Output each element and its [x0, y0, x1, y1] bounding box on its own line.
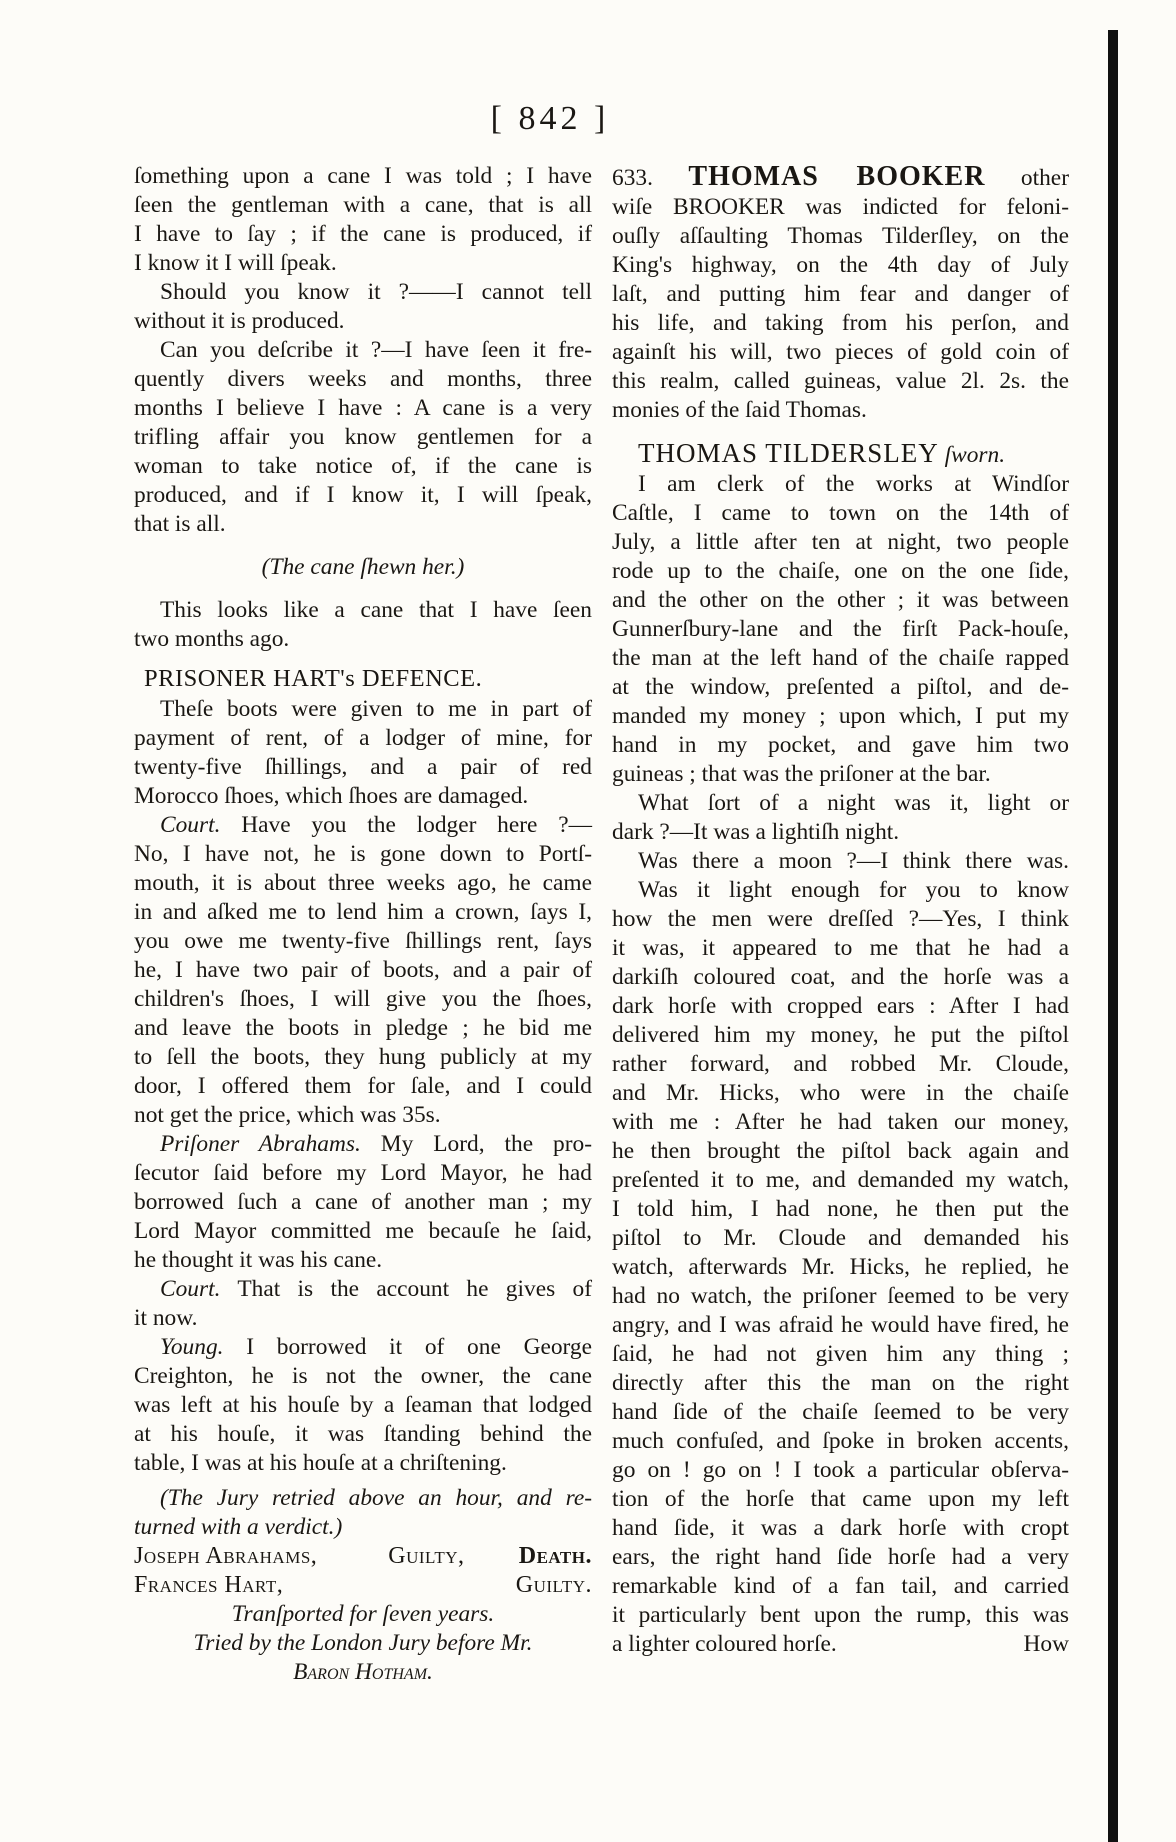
text-line: and the other on the other ; it was between — [612, 587, 1069, 613]
text-line: at the window, preſented a piſtol, and de- — [612, 674, 1069, 700]
sentence-note: Tranſported for ſeven years. — [231, 1601, 495, 1627]
text-line: tion of the horſe that came upon my left — [612, 1486, 1069, 1512]
text-line — [134, 1333, 592, 1362]
text-line: Was there a moon ?—I think there was. — [638, 848, 1069, 874]
text-line: Theſe boots were given to me in part of — [160, 696, 592, 722]
text-line: it particularly bent upon the rump, this was — [612, 1602, 1069, 1628]
text-line: in and aſked me to lend him a crown, ſays I, — [134, 899, 592, 925]
paragraph — [134, 1333, 592, 1478]
text-line: it was, it appeared to me that he had a — [612, 935, 1069, 961]
paragraph — [612, 470, 1069, 789]
text-line: I am clerk of the works at Windſor — [638, 471, 1069, 497]
text-line: Lord Mayor committed me becauſe he ſaid, — [134, 1218, 592, 1244]
text-line: at his houſe, it was ſtanding behind the — [134, 1421, 592, 1447]
text-line: monies of the ſaid Thomas. — [612, 397, 867, 423]
verdict: Guilty, — [388, 1543, 465, 1569]
text-line: two months ago. — [134, 626, 290, 652]
text-line: produced, and if I know it, I will ſpeak, — [134, 482, 592, 508]
text-line: I told him, I had none, he then put the — [612, 1196, 1069, 1222]
text-line: turned with a verdict.) — [134, 1514, 343, 1540]
paragraph — [612, 876, 1069, 1659]
paragraph — [612, 789, 1069, 847]
text-line: with me : After he had taken our money, — [612, 1109, 1069, 1135]
paragraph — [134, 596, 592, 654]
sentence: Death. — [518, 1543, 592, 1569]
text-line: quently divers weeks and months, three — [134, 366, 592, 392]
text-line: and leave the boots in pledge ; he bid me — [134, 1015, 592, 1041]
judge-name: Baron Hotham. — [293, 1659, 433, 1685]
right-column — [612, 162, 1069, 1659]
text-line: and Mr. Hicks, who were in the chaiſe — [612, 1080, 1069, 1106]
witness-heading — [612, 439, 1069, 470]
text-line: darkiſh coloured coat, and the horſe was a — [612, 964, 1069, 990]
text-line: it now. — [134, 1305, 198, 1331]
text-line: ſeen the gentleman with a cane, that is all — [134, 192, 592, 218]
text-line: rode up to the chaiſe, one on the one ſide, — [612, 558, 1069, 584]
paragraph — [134, 811, 592, 1130]
speaker-label: Court. — [160, 812, 221, 838]
text-line: was left at his houſe by a ſeaman that lodged — [134, 1392, 592, 1418]
case-indictment — [612, 162, 1069, 425]
text-line: July, a little after ten at night, two people — [612, 529, 1069, 555]
text-line: he thought it was his cane. — [134, 1247, 383, 1273]
text-line: againſt his will, two pieces of gold coin of — [612, 339, 1069, 365]
text-line: table, I was at his houſe at a chriſtening. — [134, 1450, 507, 1476]
paragraph — [134, 695, 592, 811]
catchword: How — [1023, 1631, 1069, 1657]
text-line: this realm, called guineas, value 2l. 2s. the — [612, 368, 1069, 394]
paragraph — [134, 336, 592, 539]
section-heading: PRISONER HART's DEFENCE. — [144, 665, 483, 692]
text-line: This looks like a cane that I have ſeen — [160, 597, 592, 623]
text-line: he, I have two pair of boots, and a pair of — [134, 957, 592, 983]
left-column — [134, 162, 592, 1687]
speech-text: My Lord, the pro- — [380, 1131, 592, 1157]
case-number: 633. — [612, 165, 653, 191]
verdict-row — [134, 1571, 592, 1600]
text-line: Gunnerſbury-lane and the firſt Pack-houſe, — [612, 616, 1069, 642]
text-line — [612, 1630, 1069, 1659]
tried-by-note: Tried by the London Jury before Mr. — [193, 1630, 533, 1656]
text-line: watch, afterwards Mr. Hicks, he replied, he — [612, 1254, 1069, 1280]
stage-direction: (The cane ſhewn her.) — [261, 554, 465, 580]
defendant-name: Joseph Abrahams, — [134, 1543, 318, 1569]
text-line: piſtol to Mr. Cloude and demanded his — [612, 1225, 1069, 1251]
text-line: hand ſide of the chaiſe ſeemed to be very — [612, 1399, 1069, 1425]
text-line: how the men were dreſſed ?—Yes, I think — [612, 906, 1069, 932]
speaker-label: Young. — [160, 1334, 224, 1360]
verdict-row — [134, 1542, 592, 1571]
text-line: had no watch, the priſoner ſeemed to be very — [612, 1283, 1069, 1309]
text-line: door, I offered them for ſale, and I could — [134, 1073, 592, 1099]
text-line: dark ?—It was a lightiſh night. — [612, 819, 900, 845]
stage-direction-jury — [134, 1484, 592, 1542]
text-line: rather forward, and robbed Mr. Cloude, — [612, 1051, 1069, 1077]
text-line: Was it light enough for you to know — [638, 877, 1069, 903]
text-line: to ſell the boots, they hung publicly at my — [134, 1044, 592, 1070]
text-line: without it is produced. — [134, 308, 345, 334]
text-line: you owe me twenty-five ſhillings rent, ſays — [134, 928, 592, 954]
text-line: hand in my pocket, and gave him two — [612, 732, 1069, 758]
text-line: I know it I will ſpeak. — [134, 250, 337, 276]
text-line: angry, and I was afraid he would have fired, he — [612, 1312, 1069, 1338]
paragraph — [134, 162, 592, 278]
paragraph — [612, 847, 1069, 876]
speech-text: Have you the lodger here ?— — [241, 812, 592, 838]
text-line: ears, the right hand ſide horſe had a very — [612, 1544, 1069, 1570]
text-line: Creighton, he is not the owner, the cane — [134, 1363, 592, 1389]
text-line: Should you know it ?——I cannot tell — [160, 279, 592, 305]
text-line: delivered him my money, he put the piſtol — [612, 1022, 1069, 1048]
text-line: Morocco ſhoes, which ſhoes are damaged. — [134, 783, 529, 809]
text-line: children's ſhoes, I will give you the ſhoes, — [134, 986, 592, 1012]
text-line: not get the price, which was 35s. — [134, 1102, 441, 1128]
text-line: I have to ſay ; if the cane is produced, if — [134, 221, 592, 247]
speaker-label: Priſoner Abrahams. — [160, 1131, 361, 1157]
text-line: dark horſe with cropped ears : After I had — [612, 993, 1069, 1019]
text-line: go on ! go on ! I took a particular obſerva- — [612, 1457, 1069, 1483]
text-line: ouſly aſſaulting Thomas Tilderſley, on the — [612, 223, 1069, 249]
text-line: hand ſide, it was a dark horſe with cropt — [612, 1515, 1069, 1541]
text-line: (The Jury retried above an hour, and re- — [160, 1485, 592, 1511]
text-line: months I believe I have : A cane is a very — [134, 395, 592, 421]
text-line: directly after this the man on the right — [612, 1370, 1069, 1396]
case-name: THOMAS BOOKER — [688, 161, 986, 192]
text-line: Caſtle, I came to town on the 14th of — [612, 500, 1069, 526]
speech-text: I borrowed it of one George — [246, 1334, 592, 1360]
text-fragment: other — [1020, 165, 1069, 191]
text-line: his life, and taking from his perſon, and — [612, 310, 1069, 336]
text-line — [134, 1275, 592, 1304]
text-line: woman to take notice of, if the cane is — [134, 453, 592, 479]
paragraph — [134, 1130, 592, 1275]
text-line: ſomething upon a cane I was told ; I have — [134, 163, 592, 189]
text-line: he then brought the piſtol back again and — [612, 1138, 1069, 1164]
text-line: No, I have not, he is gone down to Portſ- — [134, 841, 592, 867]
text-line: the man at the left hand of the chaiſe rapped — [612, 645, 1069, 671]
witness-sworn: ſworn. — [944, 442, 1006, 468]
speech-text: That is the account he gives of — [237, 1276, 592, 1302]
text-line: that is all. — [134, 511, 226, 537]
text-line — [612, 162, 1069, 193]
text-line: much confuſed, and ſpoke in broken accents, — [612, 1428, 1069, 1454]
text-line — [134, 1130, 592, 1159]
text-line: ſecutor ſaid before my Lord Mayor, he had — [134, 1160, 592, 1186]
text-line: What ſort of a night was it, light or — [638, 790, 1069, 816]
page-number: [ 842 ] — [490, 100, 610, 137]
witness-name: THOMAS TILDERSLEY — [638, 438, 939, 468]
text-line: twenty-five ſhillings, and a pair of red — [134, 754, 592, 780]
text-line: remarkable kind of a fan tail, and carried — [612, 1573, 1069, 1599]
text-line: ſaid, he had not given him any thing ; — [612, 1341, 1069, 1367]
defendant-name: Frances Hart, — [134, 1572, 284, 1598]
text-line — [134, 811, 592, 840]
text-line: borrowed ſuch a cane of another man ; my — [134, 1189, 592, 1215]
verdict: Guilty. — [515, 1572, 592, 1598]
text-line: wiſe BROOKER was indicted for feloni- — [612, 194, 1069, 220]
text-line: Can you deſcribe it ?—I have ſeen it fre- — [160, 337, 592, 363]
text-line: payment of rent, of a lodger of mine, for — [134, 725, 592, 751]
text-line: preſented it to me, and demanded my watch, — [612, 1167, 1069, 1193]
text-line: guineas ; that was the priſoner at the bar. — [612, 761, 991, 787]
paragraph — [134, 1275, 592, 1333]
text-line: trifling affair you know gentlemen for a — [134, 424, 592, 450]
text-fragment: a lighter coloured horſe. — [612, 1631, 837, 1657]
page-edge-shadow — [1108, 30, 1118, 1842]
text-line: laſt, and putting him fear and danger of — [612, 281, 1069, 307]
text-line: mouth, it is about three weeks ago, he came — [134, 870, 592, 896]
text-line: manded my money ; upon which, I put my — [612, 703, 1069, 729]
speaker-label: Court. — [160, 1276, 221, 1302]
paragraph — [134, 278, 592, 336]
text-line: King's highway, on the 4th day of July — [612, 252, 1069, 278]
